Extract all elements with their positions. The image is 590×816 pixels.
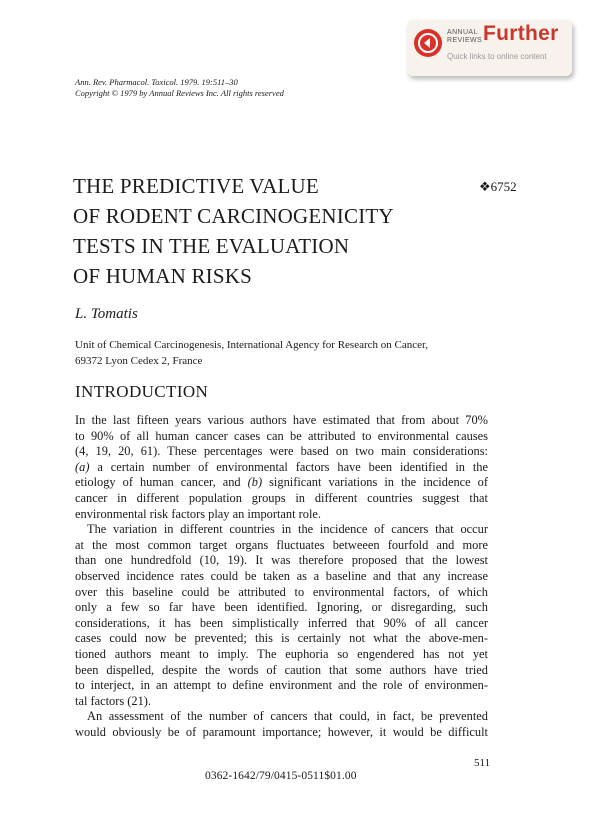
journal-citation: Ann. Rev. Pharmacol. Toxicol. 1979. 19:511–30 (75, 77, 238, 87)
body-text-line: (4, 19, 20, 61). These percentages were based on two main considerations: (75, 444, 488, 459)
body-text-line: The variation in different countries in the incidence of cancers that occur (87, 522, 488, 537)
body-text-line: than one hundredfold (10, 19). It was therefore proposed that the lowest (75, 553, 488, 568)
body-text-line: would obviously be of paramount importance; however, it would be difficult (75, 725, 488, 739)
article-title-line: THE PREDICTIVE VALUE (73, 174, 319, 198)
footer-code: 0362-1642/79/0415-0511$01.00 (205, 770, 357, 782)
annual-reviews-logo-icon (414, 29, 442, 57)
body-text-line: over this baseline could be attributed to environmental factors, of which (75, 584, 488, 599)
body-text-line: at the most common target organs fluctuates betweeen fourfold and more (75, 537, 488, 552)
body-text-line: been dispelled, despite the words of caution that some authors have tried (75, 662, 488, 677)
body-text-line: cases could now be prevented; this is certainly not what the above-men- (75, 631, 488, 646)
body-text-line: considerations, it has been simplistically inferred that 90% of all cancer (75, 615, 488, 630)
article-id: ❖6752 (479, 179, 517, 194)
body-text-line: An assessment of the number of cancers that could, in fact, be prevented (87, 709, 488, 724)
author-name: L. Tomatis (75, 306, 138, 322)
affiliation-line: 69372 Lyon Cedex 2, France (75, 355, 203, 367)
body-text-line: tal factors (21). (75, 693, 152, 708)
section-heading: INTRODUCTION (75, 382, 209, 401)
body-text-line: tioned authors meant to imply. The euphoria so engendered has not yet (75, 647, 488, 661)
badge-quick-links-label[interactable]: Quick links to online content (447, 52, 547, 61)
body-text-line: to 90% of all human cancer cases can be attributed to environmental causes (75, 428, 488, 443)
body-text-line: only a few so far have been identified. Ignoring, or disregarding, such (75, 600, 488, 615)
page-number: 511 (474, 757, 491, 769)
badge-annual-label: ANNUAL (447, 29, 478, 36)
badge-reviews-label: REVIEWS (447, 37, 483, 44)
copyright-notice: Copyright © 1979 by Annual Reviews Inc. All rights reserved (75, 88, 284, 98)
article-title-line: TESTS IN THE EVALUATION (73, 234, 350, 258)
article-title-line: OF RODENT CARCINOGENICITY (73, 204, 394, 228)
body-text-line: observed incidence rates could be taken as a baseline and that any increase (75, 569, 488, 583)
body-text-line: etiology of human cancer, and (b) significant variations in the incidence of (75, 475, 488, 490)
body-text-line: cancer in different population groups in different countries suggest that (75, 491, 488, 505)
article-title-line: OF HUMAN RISKS (73, 264, 253, 288)
affiliation-line: Unit of Chemical Carcinogenesis, International Agency for Research on Cancer, (75, 339, 428, 351)
body-text-line: to interject, in an attempt to define environment and the role of environmen- (75, 678, 488, 693)
body-text-line: (a) a certain number of environmental factors have been identified in the (75, 459, 488, 474)
body-text-line: environmental risk factors play an important role. (75, 506, 322, 521)
body-text-line: In the last fifteen years various authors have estimated that from about 70% (75, 413, 488, 427)
badge-further-label[interactable]: Further (483, 22, 559, 45)
